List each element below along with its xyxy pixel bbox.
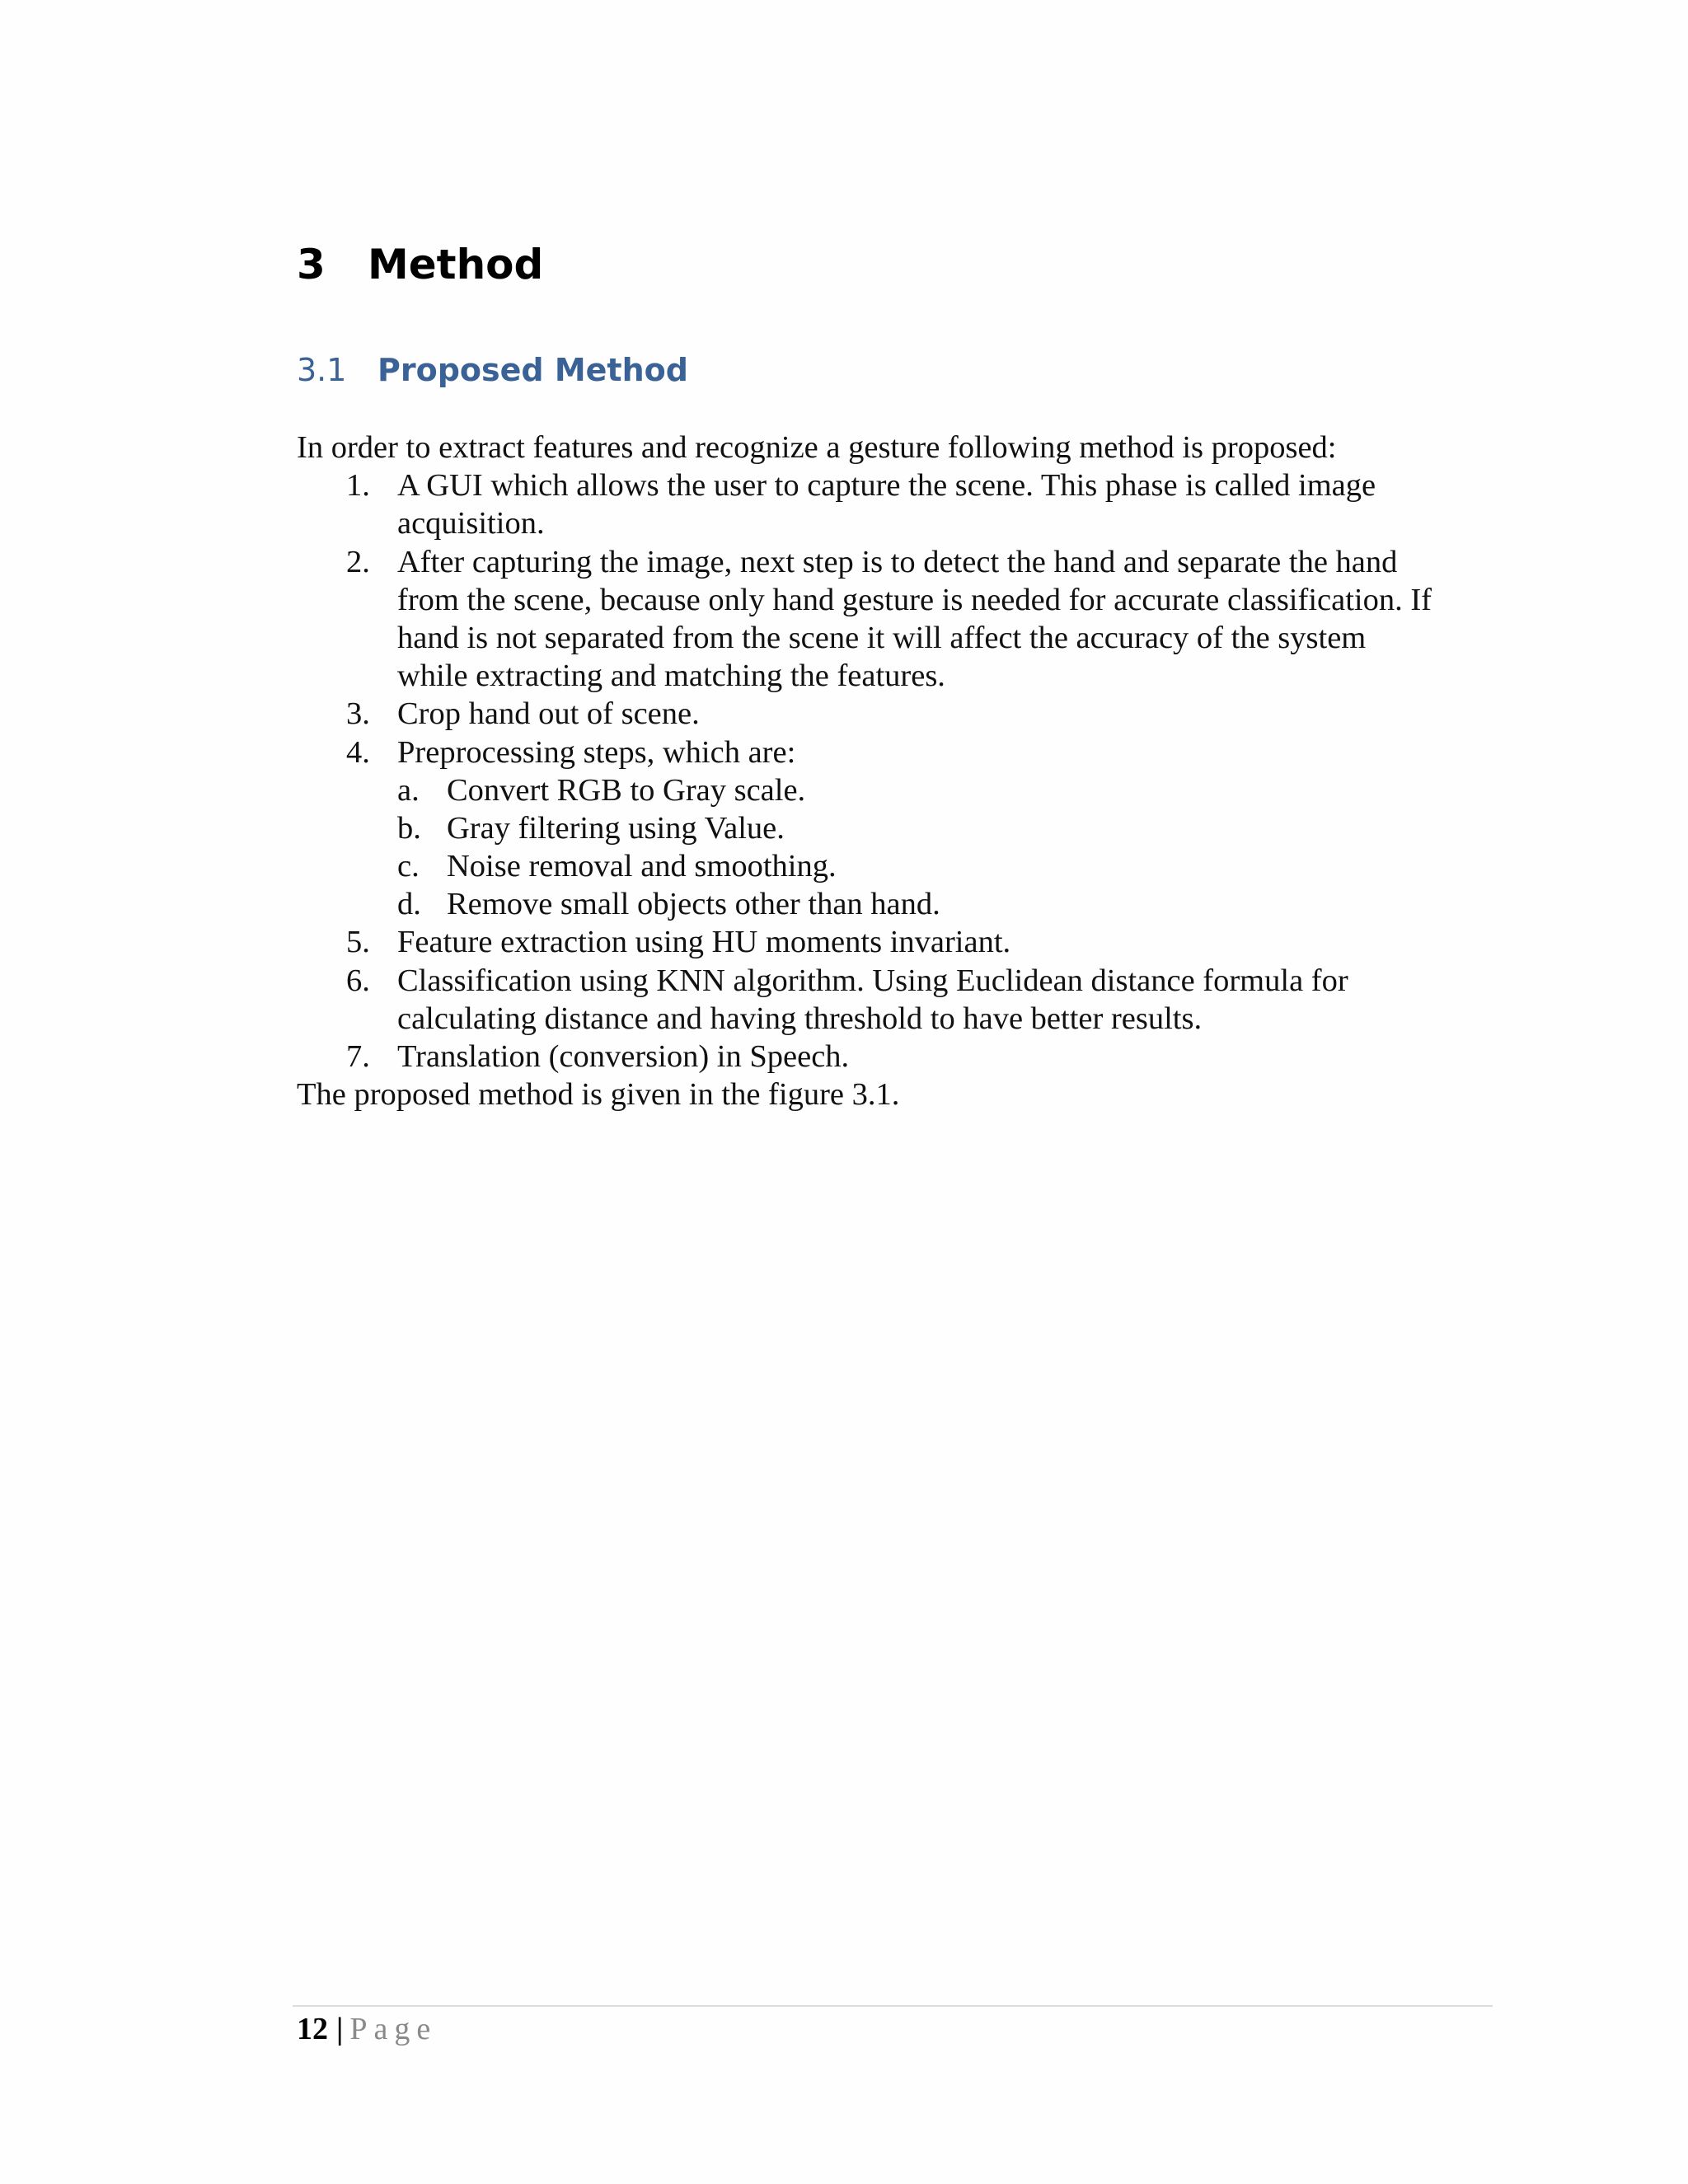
- list-item-line: while extracting and matching the features.: [397, 658, 945, 694]
- sublist-item-text: Noise removal and smoothing.: [447, 849, 837, 884]
- list-marker: 5.: [346, 925, 370, 960]
- list-item-step-7: [297, 1038, 1500, 1076]
- page-label: Page: [349, 2012, 438, 2046]
- footer-separator: |: [336, 2012, 344, 2046]
- list-item-step-6: [297, 962, 1500, 1038]
- sublist-marker: c.: [397, 849, 420, 884]
- page-footer: [297, 2011, 437, 2047]
- footer-divider: [293, 2005, 1493, 2007]
- sublist-item-b: [297, 809, 1500, 847]
- closing-paragraph: The proposed method is given in the figure 3.1.: [297, 1077, 900, 1113]
- list-marker: 6.: [346, 963, 370, 998]
- sublist-item-d: [297, 885, 1500, 923]
- sublist-marker: b.: [397, 810, 421, 846]
- chapter-title: Method: [368, 241, 544, 288]
- list-item-line: calculating distance and having threshold to have better results.: [397, 1001, 1203, 1036]
- list-item-line: Preprocessing steps, which are:: [397, 734, 796, 770]
- list-item-line: Crop hand out of scene.: [397, 696, 700, 732]
- sublist-item-text: Gray filtering using Value.: [447, 810, 785, 846]
- list-item-step-2: [297, 543, 1500, 696]
- list-item-line: Translation (conversion) in Speech.: [397, 1039, 850, 1074]
- list-item-step-1: [297, 466, 1500, 542]
- list-marker: 7.: [346, 1039, 370, 1074]
- sublist-marker: d.: [397, 887, 421, 922]
- body-text: [297, 429, 1500, 1113]
- sublist-item-text: Remove small objects other than hand.: [447, 887, 940, 922]
- intro-paragraph: In order to extract features and recognize a gesture following method is proposed:: [297, 430, 1337, 465]
- list-marker: 2.: [346, 544, 370, 579]
- list-marker: 4.: [346, 734, 370, 770]
- list-item-line: hand is not separated from the scene it will affect the accuracy of the system: [397, 620, 1367, 655]
- list-item-step-4: [297, 733, 1500, 771]
- list-item-line: acquisition.: [397, 506, 545, 541]
- sublist-item-text: Convert RGB to Gray scale.: [447, 772, 806, 808]
- sublist-item-a: [297, 771, 1500, 809]
- list-item-line: Feature extraction using HU moments invariant.: [397, 925, 1011, 960]
- chapter-number: 3: [297, 241, 326, 288]
- chapter-heading: [297, 241, 544, 288]
- sublist-item-c: [297, 847, 1500, 885]
- list-item-line: from the scene, because only hand gesture is needed for accurate classification. If: [397, 582, 1432, 617]
- list-item-line: Classification using KNN algorithm. Using Euclidean distance formula for: [397, 963, 1348, 998]
- list-item-line: A GUI which allows the user to capture the scene. This phase is called image: [397, 468, 1376, 504]
- sublist-marker: a.: [397, 772, 420, 808]
- section-heading: [297, 354, 688, 386]
- list-item-step-5: [297, 923, 1500, 961]
- list-item-line: After capturing the image, next step is to detect the hand and separate the hand: [397, 544, 1398, 579]
- page-number: 12: [297, 2012, 328, 2046]
- section-title: Proposed Method: [377, 352, 688, 388]
- section-number: 3.1: [297, 352, 347, 388]
- list-marker: 3.: [346, 696, 370, 732]
- list-marker: 1.: [346, 468, 370, 504]
- list-item-step-3: [297, 695, 1500, 733]
